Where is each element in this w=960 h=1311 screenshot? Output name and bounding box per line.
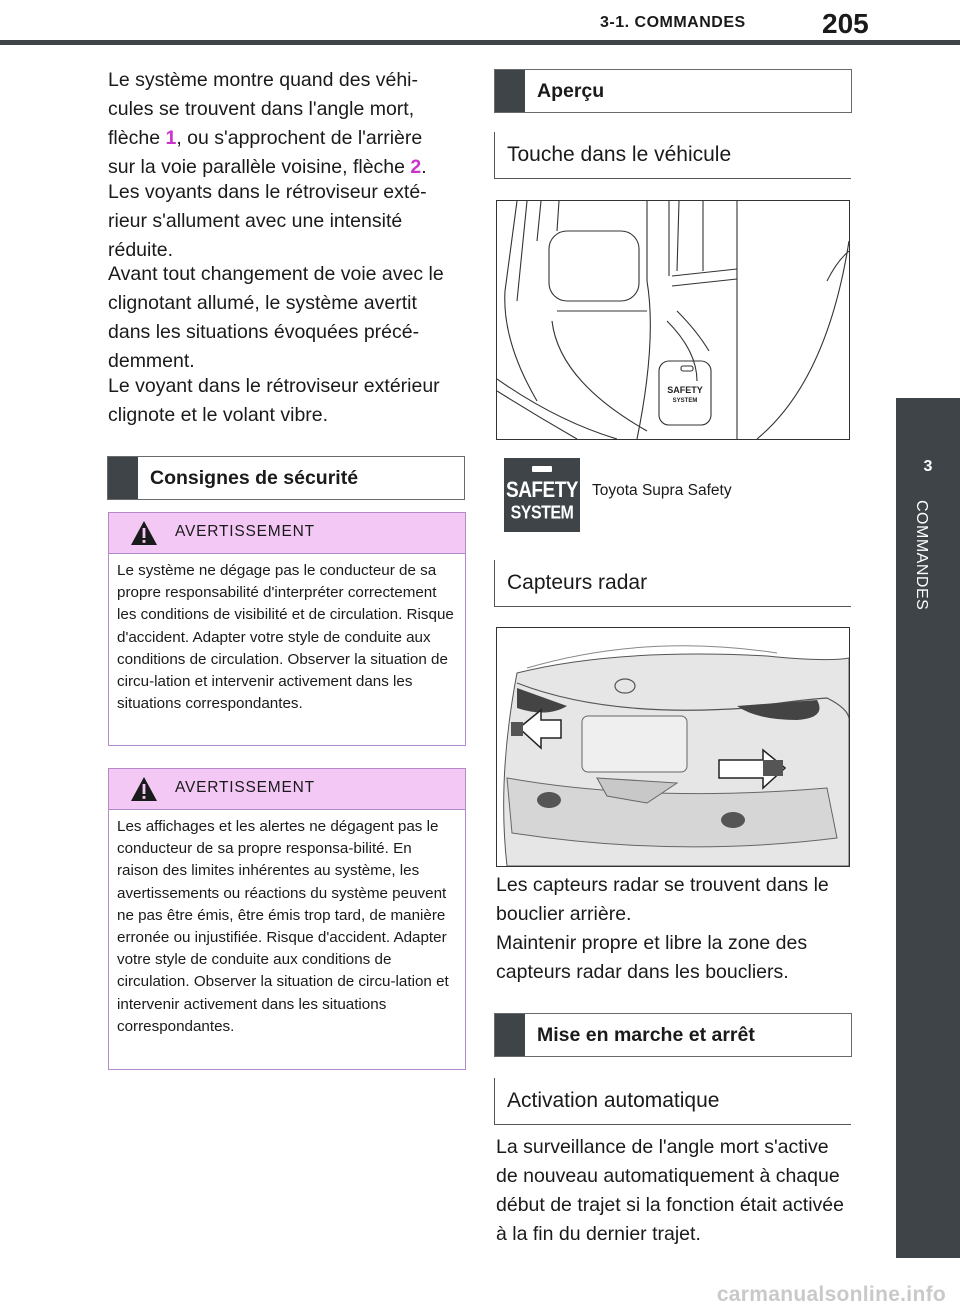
warning-header-1 bbox=[109, 513, 465, 554]
warning-title-2: AVERTISSEMENT bbox=[175, 779, 315, 796]
intro-line-4-pre: sur la voie parallèle voisine, flèche bbox=[108, 156, 411, 178]
intro-line-1: Le système montre quand des véhi- bbox=[108, 69, 419, 91]
chapter-number: 3 bbox=[923, 458, 933, 475]
auto-subheading: Activation automatique bbox=[494, 1078, 851, 1125]
arrow-ref-1: 1 bbox=[165, 127, 177, 149]
radar-paragraph-1: Les capteurs radar se trouvent dans le bouclier arrière. bbox=[496, 874, 829, 925]
warning-triangle-icon bbox=[129, 519, 159, 547]
car-drawing bbox=[497, 628, 849, 866]
section-title: 3-1. COMMANDES bbox=[600, 14, 746, 31]
intro-line-3 bbox=[108, 124, 468, 153]
warning-body-1: Le système ne dégage pas le conducteur de sa propre responsabilité d'interpréter correctement les conditions de visibilité et de circulation. Risque d'accident. Adapter votre style de conduite aux conditions de circulation. Observer la situation de circu-lation et intervenir activement dans les situations correspondantes. bbox=[117, 562, 454, 713]
safety-heading: Consignes de sécurité bbox=[150, 466, 359, 489]
onoff-heading: Mise en marche et arrêt bbox=[537, 1023, 755, 1046]
icon-label-1: SAFETY bbox=[506, 478, 578, 503]
intro-line-4-post: . bbox=[421, 156, 427, 178]
warning-box-1 bbox=[108, 512, 466, 746]
intro-paragraph-2: Les voyants dans le rétroviseur exté-rieur s'allument avec une intensité réduite. bbox=[108, 181, 427, 261]
warning-title-1: AVERTISSEMENT bbox=[175, 523, 315, 540]
intro-line-3-post: , ou s'approchent de l'arrière bbox=[176, 127, 423, 149]
page-number: 205 bbox=[822, 8, 869, 39]
console-button-text-1: SAFETY bbox=[667, 385, 703, 395]
intro-line-2: cules se trouvent dans l'angle mort, bbox=[108, 98, 415, 120]
intro-paragraph-1 bbox=[108, 66, 468, 182]
safety-system-icon bbox=[504, 458, 580, 532]
icon-label-2: SYSTEM bbox=[510, 503, 574, 524]
icon-caption: Toyota Supra Safety bbox=[592, 482, 732, 499]
onoff-heading-box bbox=[494, 1013, 852, 1057]
heading-bar bbox=[495, 1014, 525, 1056]
chapter-label bbox=[896, 500, 960, 640]
intro-paragraph-3: Avant tout changement de voie avec le clignotant allumé, le système avertit dans les situations évoquées précé-demment. bbox=[108, 263, 444, 372]
warning-triangle-icon bbox=[129, 775, 159, 803]
intro-paragraph-4: Le voyant dans le rétroviseur extérieur clignote et le volant vibre. bbox=[108, 375, 440, 426]
header-rule bbox=[0, 40, 960, 45]
console-drawing bbox=[497, 201, 849, 439]
overview-heading: Aperçu bbox=[537, 79, 605, 102]
button-subheading: Touche dans le véhicule bbox=[494, 132, 851, 179]
safety-heading-box bbox=[107, 456, 465, 500]
car-rear-illustration bbox=[496, 627, 850, 867]
icon-indicator-bar bbox=[532, 466, 552, 472]
warning-header-2 bbox=[109, 769, 465, 810]
watermark: carmanualsonline.info bbox=[716, 1283, 946, 1306]
intro-line-3-pre: flèche bbox=[108, 127, 166, 149]
warning-box-2 bbox=[108, 768, 466, 1070]
arrow-ref-2: 2 bbox=[410, 156, 422, 178]
console-button-text-2: SYSTEM bbox=[672, 398, 698, 404]
console-illustration bbox=[496, 200, 850, 440]
radar-paragraph-2: Maintenir propre et libre la zone des capteurs radar dans les boucliers. bbox=[496, 932, 808, 983]
warning-body-2: Les affichages et les alertes ne dégagent pas le conducteur de sa propre responsa-bilité. En raison des limites inhérentes au système, les avertissements ou réactions du système peuvent ne pas être émis, être émis trop tard, de manière erronée ou injustifiée. Risque d'accident. Adapter votre style de conduite aux conditions de circulation. Observer la situation de circu-lation et intervenir activement dans les situations correspondantes. bbox=[117, 818, 449, 1035]
auto-paragraph: La surveillance de l'angle mort s'active de nouveau automatiquement à chaque début de trajet si la fonction était activée à la fin du dernier trajet. bbox=[496, 1136, 844, 1245]
overview-heading-box bbox=[494, 69, 852, 113]
heading-bar bbox=[108, 457, 138, 499]
chapter-label-text: COMMANDES bbox=[913, 500, 930, 611]
heading-bar bbox=[495, 70, 525, 112]
radar-subheading: Capteurs radar bbox=[494, 560, 851, 607]
